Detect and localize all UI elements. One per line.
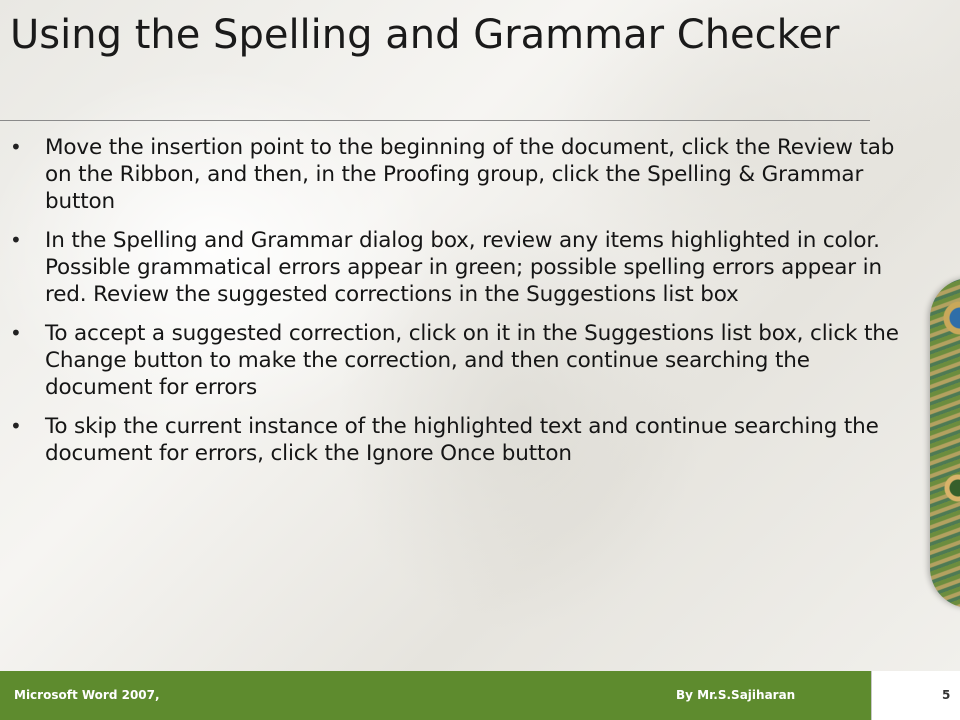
bullet-item [0,227,905,308]
bullet-list [0,134,905,479]
bullet-item [0,134,905,215]
bullet-text: Move the insertion point to the beginning of the document, click the Review tab on the Ribbon, and then, in the Proofing group, click the Spelling & Grammar button [45,135,895,214]
footer-author-label: By Mr.S.Sajiharan [676,688,796,702]
footer-course-label: Microsoft Word 2007, [14,688,160,702]
title-divider [0,120,870,121]
slide-title: Using the Spelling and Grammar Checker [10,12,840,58]
bullet-dot-icon: • [10,414,22,438]
bullet-item [0,320,905,401]
bullet-text: To accept a suggested correction, click on it in the Suggestions list box, click the Change button to make the correction, and then continue searching the document for errors [45,321,899,400]
bullet-dot-icon: • [10,135,22,159]
bullet-text: In the Spelling and Grammar dialog box, review any items highlighted in color. Possible grammatical errors appear in green; possible spelling errors appear in red. Review the suggested corrections in the Suggestions list box [45,228,882,307]
bullet-item [0,413,905,467]
peacock-feather-icon [930,278,960,608]
bullet-dot-icon: • [10,321,22,345]
bullet-text: To skip the current instance of the highlighted text and continue searching the document for errors, click the Ignore Once button [45,414,879,466]
bullet-dot-icon: • [10,228,22,252]
slide-page-number: 5 [942,688,951,702]
